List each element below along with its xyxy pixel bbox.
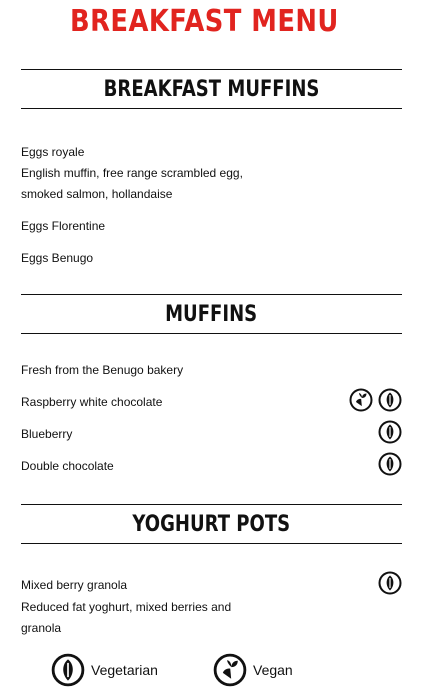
menu-item-blueberry: Blueberry <box>21 427 73 441</box>
section-intro: Fresh from the Benugo bakery <box>21 363 184 377</box>
menu-item-description: Reduced fat yoghurt, mixed berries and <box>21 600 232 614</box>
section-heading-breakfast-muffins <box>21 69 402 109</box>
menu-item-eggs-benugo: Eggs Benugo <box>21 251 94 265</box>
dietary-icons <box>378 420 402 444</box>
menu-title: BREAKFAST MENU <box>70 4 339 39</box>
legend-label: Vegan <box>253 662 293 678</box>
dietary-icons <box>378 452 402 476</box>
menu-item-description: English muffin, free range scrambled egg, <box>21 166 243 180</box>
menu-item-description: granola <box>21 621 62 635</box>
menu-item-eggs-florentine: Eggs Florentine <box>21 219 106 233</box>
section-heading-label: YOGHURT POTS <box>132 511 291 537</box>
menu-item-description: smoked salmon, hollandaise <box>21 187 173 201</box>
vegetarian-icon <box>378 571 402 595</box>
menu-item-double-chocolate: Double chocolate <box>21 459 114 473</box>
legend-label: Vegetarian <box>91 662 158 678</box>
vegan-icon <box>349 388 373 412</box>
section-heading-muffins <box>21 294 402 334</box>
dietary-icons <box>378 571 402 595</box>
section-heading-yoghurt-pots <box>21 504 402 544</box>
vegetarian-icon <box>378 452 402 476</box>
section-heading-label: MUFFINS <box>165 301 258 327</box>
menu-item-mixed-berry-granola: Mixed berry granola <box>21 578 128 592</box>
vegetarian-icon <box>51 653 85 687</box>
menu-item-raspberry-white-chocolate: Raspberry white chocolate <box>21 395 163 409</box>
vegan-icon <box>213 653 247 687</box>
dietary-icons <box>349 388 402 412</box>
vegetarian-icon <box>378 420 402 444</box>
vegetarian-icon <box>378 388 402 412</box>
legend-vegan <box>213 653 293 687</box>
legend-vegetarian <box>51 653 158 687</box>
section-heading-label: BREAKFAST MUFFINS <box>103 76 320 102</box>
menu-item-eggs-royale: Eggs royale <box>21 145 85 159</box>
